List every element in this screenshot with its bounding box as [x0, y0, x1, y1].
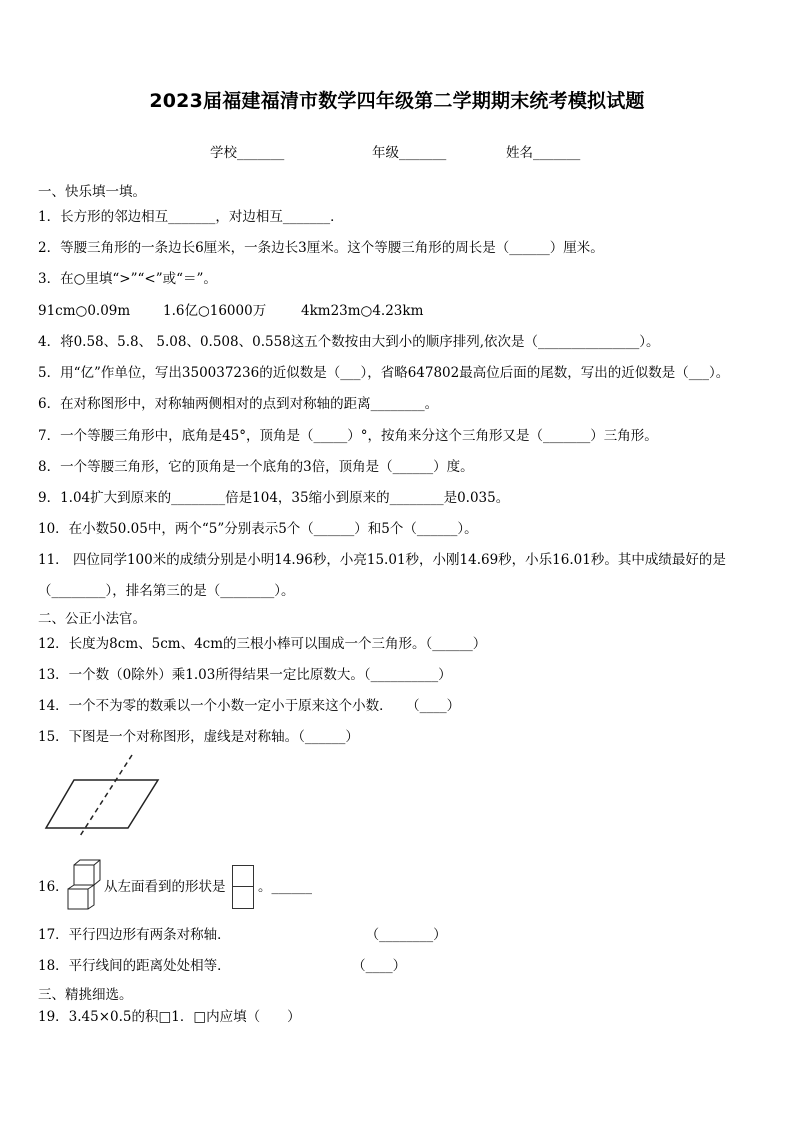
question-2: 2．等腰三角形的一条边长6厘米，一条边长3厘米。这个等腰三角形的周长是（______）厘米。: [38, 240, 604, 256]
section-1-heading: 一、快乐填一填。: [38, 184, 146, 200]
question-9: 9．1.04扩大到原来的________倍是104，35缩小到原来的________是0.035。: [38, 490, 510, 506]
side-view-shape-icon: [232, 865, 254, 909]
question-10: 10．在小数50.05中，两个“5”分别表示5个（______）和5个（______）。: [38, 521, 478, 537]
question-3-item-b: 1.6亿○16000万: [163, 303, 267, 319]
grade-field: 年级_______: [372, 145, 447, 161]
question-19: 19．3.45×0.5的积□1．□内应填（ ）: [38, 1009, 301, 1025]
stacked-cubes-icon: [66, 859, 102, 913]
question-3-item-a: 91cm○0.09m: [38, 303, 131, 319]
question-3-item-c: 4km23m○4.23km: [301, 303, 424, 319]
question-7: 7．一个等腰三角形中，底角是45°，顶角是（_____）°，按角来分这个三角形又是（_______）三角形。: [38, 428, 658, 444]
name-field: 姓名_______: [506, 145, 581, 161]
question-15: 15．下图是一个对称图形，虚线是对称轴。（______）: [38, 729, 359, 745]
question-16-answer: 。______: [258, 879, 312, 895]
question-18: 18．平行线间的距离处处相等． （____）: [38, 958, 407, 974]
question-11-continued: （________），排名第三的是（________）。: [38, 583, 295, 599]
question-6: 6．在对称图形中，对称轴两侧相对的点到对称轴的距离________。: [38, 396, 439, 412]
section-3-heading: 三、精挑细选。: [38, 987, 133, 1003]
question-12: 12．长度为8cm、5cm、4cm的三根小棒可以围成一个三角形。（______）: [38, 636, 487, 652]
question-3: 3．在○里填“>”“<”或“＝”。: [38, 271, 217, 287]
question-5: 5．用“亿”作单位，写出350037236的近似数是（___），省略647802最高位后面的尾数，写出的近似数是（___）。: [38, 365, 730, 381]
question-4: 4．将0.58、5.8、 5.08、0.508、0.558这五个数按由大到小的顺序排列,依次是（_______________）。: [38, 334, 660, 350]
question-14: 14．一个不为零的数乘以一个小数一定小于原来这个小数． （____）: [38, 698, 461, 714]
question-8: 8．一个等腰三角形，它的顶角是一个底角的3倍，顶角是（______）度。: [38, 459, 474, 475]
parallelogram-figure: [40, 752, 170, 838]
question-13: 13．一个数（0除外）乘1.03所得结果一定比原数大。（__________）: [38, 667, 452, 683]
question-11: 11． 四位同学100米的成绩分别是小明14.96秒，小亮15.01秒，小刚14.69秒，小乐16.01秒。其中成绩最好的是: [38, 552, 726, 568]
page-title: 2023届福建福清市数学四年级第二学期期末统考模拟试题: [149, 90, 645, 112]
question-17: 17．平行四边形有两条对称轴． （________）: [38, 927, 447, 943]
question-16-number: 16．: [38, 879, 69, 895]
question-16-text: 从左面看到的形状是: [104, 879, 226, 895]
school-field: 学校_______: [210, 145, 285, 161]
section-2-heading: 二、公正小法官。: [38, 611, 146, 627]
question-1: 1．长方形的邻边相互_______，对边相互_______．: [38, 209, 344, 225]
